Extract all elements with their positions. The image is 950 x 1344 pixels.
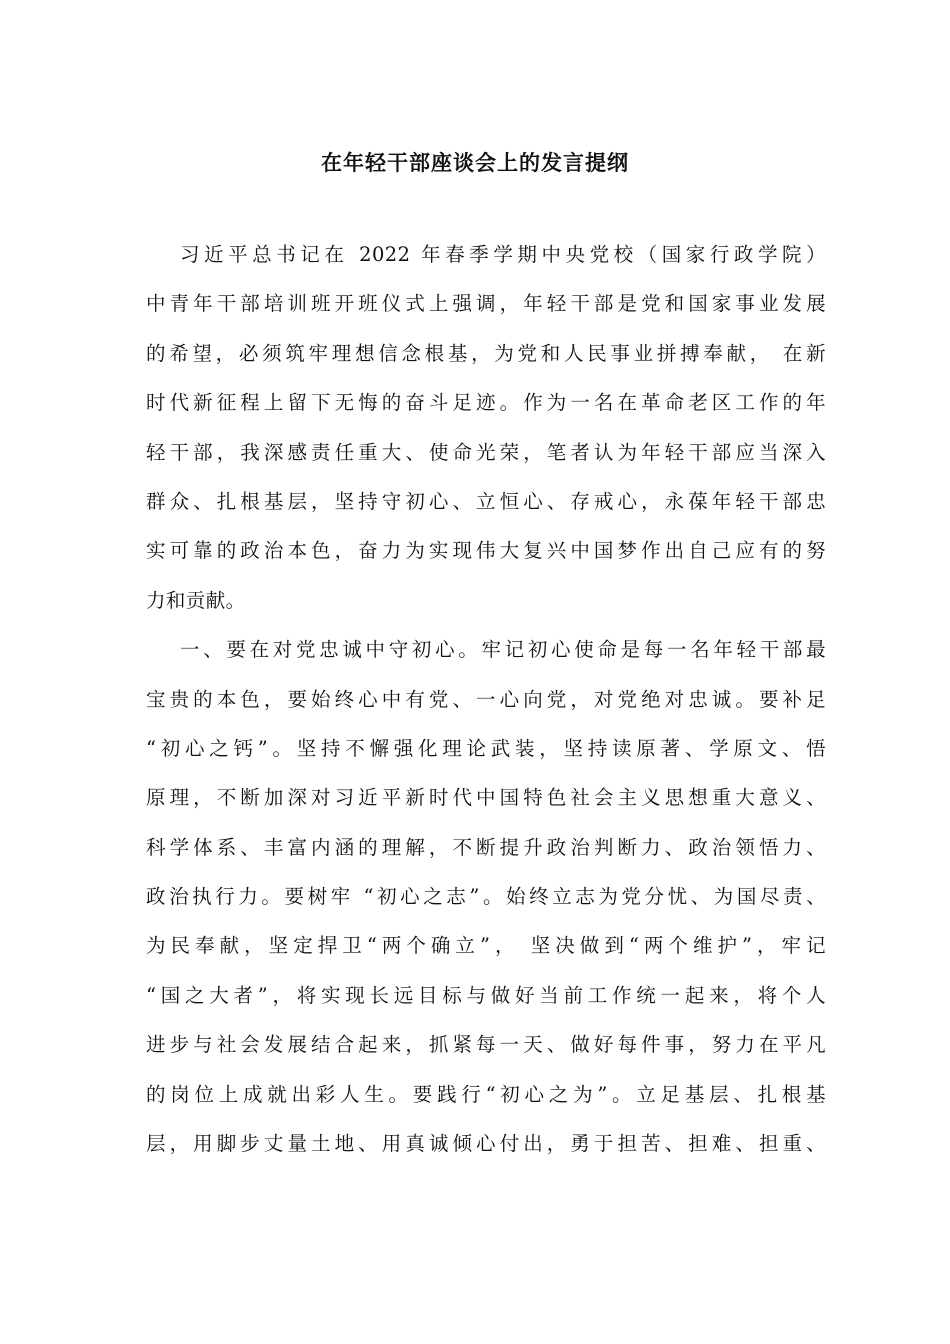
body-text-line: 力和贡献。 (146, 588, 246, 612)
body-text-line: 轻干部，我深感责任重大、使命光荣，笔者认为年轻干部应当深入 (146, 440, 826, 464)
body-text-line: 的岗位上成就出彩人生。要践行“初心之为”。立足基层、扎根基 (146, 1082, 826, 1106)
body-text-line: 群众、扎根基层，坚持守初心、立恒心、存戒心，永葆年轻干部忠 (146, 489, 826, 513)
body-text-line: “初心之钙”。坚持不懈强化理论武装，坚持读原著、学原文、悟 (146, 736, 826, 760)
body-text-line: 的希望，必须筑牢理想信念根基，为党和人民事业拼搏奉献， 在新 (146, 341, 826, 365)
body-text-line: 进步与社会发展结合起来，抓紧每一天、做好每件事，努力在平凡 (146, 1033, 826, 1057)
body-text-line: “国之大者”，将实现长远目标与做好当前工作统一起来，将个人 (146, 983, 826, 1007)
body-text-line: 为民奉献，坚定捍卫“两个确立”， 坚决做到“两个维护”，牢记 (146, 934, 826, 958)
document-body (146, 230, 826, 1168)
body-text-line: 原理，不断加深对习近平新时代中国特色社会主义思想重大意义、 (146, 786, 826, 810)
body-text-line: 时代新征程上留下无悔的奋斗足迹。作为一名在革命老区工作的年 (146, 391, 826, 415)
body-text-line: 政治执行力。要树牢 “初心之志”。始终立志为党分忧、为国尽责、 (146, 885, 826, 909)
body-text-line: 实可靠的政治本色，奋力为实现伟大复兴中国梦作出自己应有的努 (146, 539, 826, 563)
body-text-line: 科学体系、丰富内涵的理解，不断提升政治判断力、政治领悟力、 (146, 835, 826, 859)
body-text-line: 层，用脚步丈量土地、用真诚倾心付出，勇于担苦、担难、担重、 (146, 1132, 826, 1156)
body-text-line: 中青年干部培训班开班仪式上强调，年轻干部是党和国家事业发展 (146, 292, 826, 316)
body-text-line: 习近平总书记在 2022 年春季学期中央党校（国家行政学院） (180, 243, 826, 266)
document-title: 在年轻干部座谈会上的发言提纲 (321, 150, 629, 175)
body-text-line: 一、要在对党忠诚中守初心。牢记初心使命是每一名年轻干部最 (180, 638, 826, 662)
body-text-line: 宝贵的本色，要始终心中有党、一心向党，对党绝对忠诚。要补足 (146, 687, 826, 711)
